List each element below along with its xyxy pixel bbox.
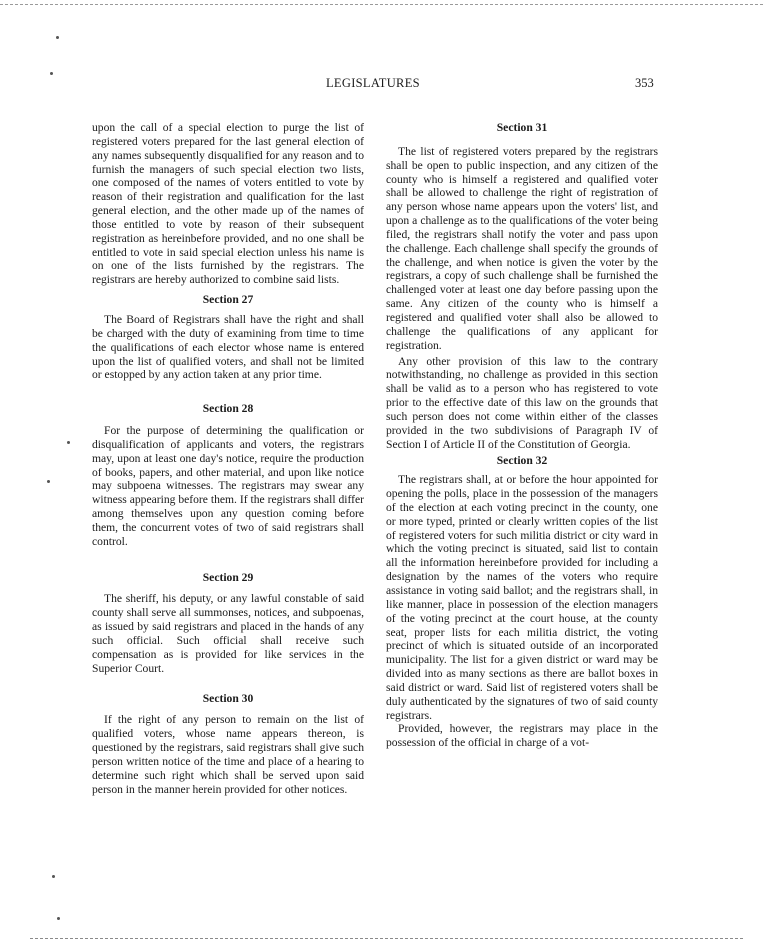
section-30-heading: Section 30 bbox=[202, 691, 254, 705]
scan-speck bbox=[47, 480, 50, 483]
section-27-heading: Section 27 bbox=[202, 293, 254, 307]
section-31-proviso: Any other provision of this law to the contrary notwithstanding, no challenge as provided in this section shall be valid as to a person who has registered to vote prior to the effective date of this law on the grounds that such person does not come within either of the classes provided in the two subdivisions of Paragraph IV of Section I of Article II of the Constitution of Georgia. bbox=[386, 354, 658, 451]
scan-speck bbox=[56, 36, 59, 39]
section-32-heading: Section 32 bbox=[496, 454, 548, 468]
section-28-heading: Section 28 bbox=[202, 402, 254, 416]
section-30-text: If the right of any person to remain on the list of qualified voters, whose name appears thereon, is questioned by the registrars, said registrars shall give such person written notice of the time and place of a hearing to determine such right which shall be served upon said person in the manner herein provided for other notices. bbox=[92, 713, 364, 796]
section-28-text: For the purpose of determining the qualification or disqualification of applicants and voters, the registrars may, upon at least one day's notice, require the production of books, papers, and other material, and upon like notice may subpoena witnesses. The registrars may swear any witness appearing before them. If the registrars shall differ among themselves upon any question coming before them, the concurrent votes of two of said registrars shall control. bbox=[92, 424, 364, 548]
section-31-text: The list of registered voters prepared by the registrars shall be open to public inspection, and any citizen of the county who is himself a registered and qualified voter shall be allowed to challenge the right of registration of any person whose name appears upon the voters' list, and upon a challenge as to the qualifications of the voter being filed, the registrars shall notify the voter and pass upon the challenge. Each challenge shall specify the grounds of the challenge, and when notice is given the voter by the registrars, a copy of such challenge shall be furnished the challenged voter at least one day before passing upon the same. Any citizen of the county who is himself a registered and qualified voter shall also be allowed to challenge the qualifications of any applicant for registration. bbox=[386, 144, 658, 352]
scan-speck bbox=[52, 875, 55, 878]
running-head: LEGISLATURES bbox=[326, 76, 420, 90]
left-column bbox=[92, 121, 364, 796]
scan-speck bbox=[50, 72, 53, 75]
page-number: 353 bbox=[635, 76, 654, 90]
section-29-heading: Section 29 bbox=[202, 570, 254, 584]
scan-speck bbox=[57, 917, 60, 920]
scan-bottom-edge bbox=[30, 938, 743, 939]
section-32-proviso: Provided, however, the registrars may place in the possession of the official in charge of a vot- bbox=[386, 722, 658, 750]
section-27-text: The Board of Registrars shall have the right and shall be charged with the duty of examining from time to time the qualifications of each elector whose name is entered upon the list of qualified voters, and shall not be limited or estopped by any action taken at any prior time. bbox=[92, 312, 364, 382]
right-column bbox=[386, 121, 658, 750]
scan-speck bbox=[67, 441, 70, 444]
section-32-text: The registrars shall, at or before the hour appointed for opening the polls, place in the possession of the managers of the election at each voting precinct in the county, one or more typed, printed or clearly written copies of the list of registered voters for such militia district or city ward in which the voting precinct is situated, said list to contain all the information hereinbefore provided for including a designation by the names of the voters who require assistance in voting said ballot; and the registrars shall, in like manner, place in possession of the election managers of the voting precinct at the court house, at the county seat, proper lists for each militia district, the voting precinct of which is situated outside of an incorporated municipality. The list for a given district or ward may be divided into as many sections as there are ballot boxes in said district or ward. Said list of registered voters shall be duly authenticated by the signatures of two of said county registrars. bbox=[386, 473, 658, 722]
paragraph-intro: upon the call of a special election to purge the list of registered voters prepared for the last general election of any names subsequently disqualified for any reason and to furnish the managers of such special election two lists, one composed of the names of voters entitled to vote by reason of their registration and qualification for the last general election, and the other made up of the names of those entitled to vote by reason of their subsequent registration as hereinbefore provided, and no one shall be entitled to vote in said special election unless his name is on one of the lists furnished by the registrars. The registrars are hereby authorized to combine said lists. bbox=[92, 121, 364, 287]
scan-top-edge bbox=[0, 4, 763, 5]
section-31-heading: Section 31 bbox=[496, 121, 548, 134]
section-29-text: The sheriff, his deputy, or any lawful constable of said county shall serve all summonses, notices, and subpoenas, as issued by said registrars and placed in the hands of any such official. Such official shall receive such compensation as is provided for like services in the Superior Court. bbox=[92, 592, 364, 675]
